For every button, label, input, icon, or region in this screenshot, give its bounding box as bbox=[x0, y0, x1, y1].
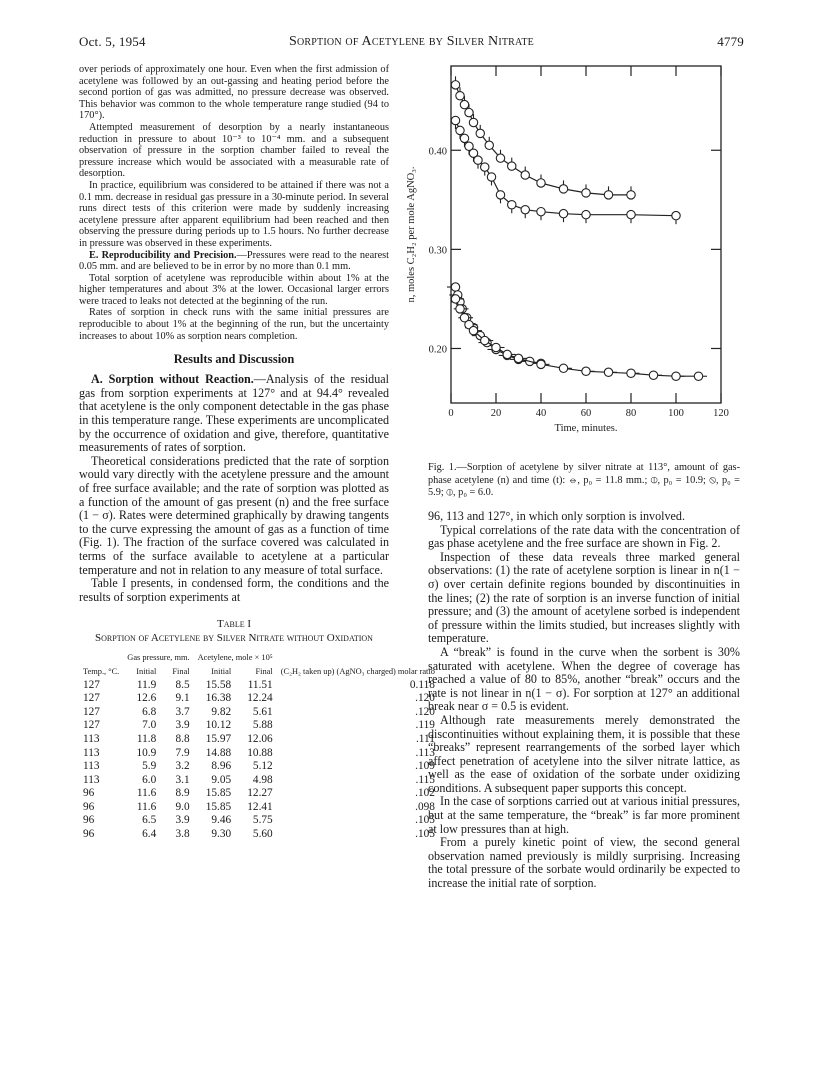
table-header-acetylene: Acetylene, mole × 10⁵ bbox=[197, 653, 273, 663]
table-cell: 10.12 bbox=[205, 719, 232, 732]
table-cell: 3.2 bbox=[175, 760, 190, 773]
table-cell: 5.12 bbox=[252, 760, 273, 773]
running-title: Sorption of Acetylene by Silver Nitrate bbox=[289, 34, 534, 49]
series-line bbox=[456, 299, 699, 376]
table-cell: 12.06 bbox=[247, 732, 273, 745]
table-cell: 3.9 bbox=[175, 719, 190, 732]
data-point bbox=[496, 191, 504, 199]
table-cell: 96 bbox=[83, 787, 95, 800]
data-point bbox=[469, 118, 477, 126]
table-cell: .105 bbox=[415, 828, 435, 841]
data-point bbox=[649, 371, 657, 379]
table-header-temp: Temp., °C. bbox=[83, 666, 120, 676]
table-row bbox=[79, 814, 439, 828]
running-date: Oct. 5, 1954 bbox=[79, 34, 146, 49]
table-cell: .105 bbox=[415, 814, 435, 827]
table-cell: 8.9 bbox=[175, 787, 190, 800]
y-axis-label: n, moles C₂H₂ per mole AgNO₃. bbox=[406, 166, 417, 303]
table-cell: 3.1 bbox=[175, 773, 190, 786]
table-header-final: Final bbox=[255, 666, 273, 676]
table-cell: 10.9 bbox=[136, 746, 157, 759]
table-row bbox=[79, 787, 439, 801]
table-row bbox=[79, 760, 439, 774]
table-cell: 7.9 bbox=[175, 746, 190, 759]
data-point bbox=[627, 369, 635, 377]
table-cell: 127 bbox=[83, 705, 100, 718]
figure-caption: Fig. 1.—Sorption of acetylene by silver nitrate at 113°, amount of gas-phase acetylene (n) and time (t): ⦵, p₀ = 11.8 mm.; ⦶, p₀ = 10.9; ⦸, p₀ = 5.9; ⦷, p₀ = 6.0. bbox=[428, 462, 740, 499]
data-point bbox=[672, 211, 680, 219]
table-cell: .098 bbox=[415, 800, 435, 813]
paragraph: 96, 113 and 127°, in which only sorption is involved. bbox=[428, 509, 685, 523]
table-cell: 8.5 bbox=[175, 678, 190, 691]
data-point bbox=[537, 360, 545, 368]
data-point bbox=[481, 163, 489, 171]
table-cell: 127 bbox=[83, 719, 100, 732]
x-tick-label: 60 bbox=[580, 408, 592, 419]
data-point bbox=[451, 295, 459, 303]
table-cell: 12.24 bbox=[247, 692, 273, 705]
x-tick-label: 0 bbox=[448, 408, 454, 419]
paragraph: In the case of sorptions carried out at various initial pressures, but at the same temperature, the “break” is far more prominent at low pressures than at high. bbox=[428, 794, 740, 836]
data-point bbox=[465, 108, 473, 116]
paragraph: Attempted measurement of desorption by a nearly instantaneous reduction in pressure to about 10⁻³ to 10⁻⁴ mm. and a subsequent observation of pressure in the sorption chamber failed to reveal the pressure increase which would be associated with a measurable rate of desorption. bbox=[79, 121, 389, 180]
table-cell: 11.9 bbox=[136, 678, 157, 691]
y-tick-label: 0.40 bbox=[428, 146, 447, 158]
table-row bbox=[79, 828, 439, 842]
table-row bbox=[79, 692, 439, 706]
table-cell: 96 bbox=[83, 828, 95, 841]
table-cell: .111 bbox=[415, 732, 435, 745]
x-tick-label: 80 bbox=[625, 408, 637, 419]
x-tick-label: 100 bbox=[668, 408, 684, 419]
table-cell: 6.0 bbox=[142, 773, 157, 786]
table-cell: 7.0 bbox=[142, 719, 157, 732]
plot-frame bbox=[451, 66, 721, 403]
table-cell: 15.58 bbox=[205, 678, 232, 691]
table-cell: 0.118 bbox=[409, 678, 435, 691]
table-cell: 11.6 bbox=[136, 787, 157, 800]
table-cell: 6.8 bbox=[142, 705, 157, 718]
data-point bbox=[474, 156, 482, 164]
data-point bbox=[521, 206, 529, 214]
table-cell: 3.7 bbox=[175, 705, 190, 718]
data-point bbox=[460, 100, 468, 108]
table-cell: 10.88 bbox=[247, 746, 273, 759]
data-point bbox=[476, 129, 484, 137]
data-point bbox=[451, 283, 459, 291]
paragraph: Although rate measurements merely demonstrated the discontinuities without explaining them, it is possible that these “breaks” represent rearrangements of the sorbed layer which affect penetration of acetylene into the silver nitrate lattice, as well as the ease of oxidation of the sorbate under oxidizing conditions. A subsequent paper supports this concept. bbox=[428, 712, 740, 795]
x-tick-label: 120 bbox=[713, 408, 729, 419]
table-cell: 6.5 bbox=[142, 814, 157, 827]
right-column bbox=[428, 510, 740, 891]
data-table bbox=[79, 651, 439, 841]
x-tick-label: 40 bbox=[535, 408, 547, 419]
data-point bbox=[508, 201, 516, 209]
table-row bbox=[79, 679, 439, 693]
table-label: Table I bbox=[216, 618, 252, 631]
paragraph: In practice, equilibrium was considered to be attained if there was not a 0.1 mm. decrease in residual gas pressure in a 30-minute period. In several runs direct tests of this criterion were made by suddenly increasing acetylene pressure after apparent equilibrium had been reached and then observing the pressure during periods up to 1.5 hours. No further decrease in pressure was observed in these experiments. bbox=[79, 179, 389, 249]
paragraph: over periods of approximately one hour. Even when the first admission of acetylene was followed by an out-gassing and heating period before the second portion of gas was admitted, no pressure decrease was observed. This behavior was common to the whole temperature range studied (94 to 170°). bbox=[79, 64, 389, 122]
paragraph: Table I presents, in condensed form, the conditions and the results of sorption experiments at bbox=[79, 576, 389, 604]
data-point bbox=[582, 210, 590, 218]
paragraph: Rates of sorption in check runs with the same initial pressures are reproducible to about 1% at the beginning of the run, but the uncertainty increases to about 10% as sorption nears completion. bbox=[79, 307, 389, 342]
data-point bbox=[537, 179, 545, 187]
data-point bbox=[456, 92, 464, 100]
table-cell: .120 bbox=[415, 705, 435, 718]
table-cell: .119 bbox=[415, 719, 435, 732]
paragraph: Theoretical considerations predicted that the rate of sorption would vary directly with the acetylene pressure and the amount of free surface available; and the rate of sorption was plotted as a function of the amount of gas present (n) and the free surface (1 − σ). Rates were determined graphically by drawing tangents to the curve expressing the amount of gas as a function of time (Fig. 1). The fraction of the surface covered was calculated in terms of the surface available to acetylene at a particular temperature and not in relation to any measure of total surface. bbox=[79, 453, 389, 577]
table-cell: 96 bbox=[83, 814, 95, 827]
section-a-paragraph bbox=[79, 373, 389, 455]
table-cell: 11.8 bbox=[136, 732, 157, 745]
data-point bbox=[694, 372, 702, 380]
table-cell: 9.0 bbox=[175, 800, 190, 813]
paragraph: Total sorption of acetylene was reproducible within about 1% at the higher temperatures and about 3% at the lower. Occasional larger errors were traced to leaks not detected at the beginning of the run. bbox=[79, 272, 389, 307]
table-cell: 6.4 bbox=[142, 828, 157, 841]
data-point bbox=[456, 126, 464, 134]
table-cell: 9.46 bbox=[211, 814, 232, 827]
data-point bbox=[456, 305, 464, 313]
data-point bbox=[559, 185, 567, 193]
table-cell: 113 bbox=[83, 773, 100, 786]
section-a-label: A. Sorption without Reaction. bbox=[91, 372, 254, 387]
table-header-gas: Gas pressure, mm. bbox=[127, 653, 190, 663]
section-a-text: —Analysis of the residual gas from sorption experiments at 127° and at 94.4° revealed that acetylene is the only component detectable in the gas phase in this temperature range. These experiments are uncomplicated by the occurrence of oxidation and give, therefore, quantitative measurements of rates of sorption. bbox=[79, 372, 390, 455]
table-cell: 5.88 bbox=[252, 719, 273, 732]
table-cell: 5.60 bbox=[252, 828, 273, 841]
table-row bbox=[79, 706, 439, 720]
data-point bbox=[492, 343, 500, 351]
data-point bbox=[460, 134, 468, 142]
paragraph: A “break” is found in the curve when the sorbent is 30% saturated with acetylene. When the degree of coverage has reached a value of 80 to 85%, another “break” occurs and the rate is not linear in n(1 − σ). For sorption at 127° an additional break near σ = 0.5 is evident. bbox=[428, 644, 740, 714]
table-cell: 12.41 bbox=[247, 800, 273, 813]
table-cell: 15.97 bbox=[205, 732, 232, 745]
data-point bbox=[514, 354, 522, 362]
table-cell: 3.8 bbox=[175, 828, 190, 841]
table-cell: .113 bbox=[415, 746, 435, 759]
page-number: 4779 bbox=[717, 34, 744, 49]
table-header-ratio: (C₂H₂ taken up) (AgNO₃ charged) molar ratio bbox=[280, 666, 435, 676]
table-cell: .120 bbox=[415, 692, 435, 705]
data-point bbox=[582, 367, 590, 375]
paragraph: Typical correlations of the rate data with the concentration of gas phase acetylene and the free surface are shown in Fig. 2. bbox=[428, 522, 740, 551]
data-point bbox=[451, 81, 459, 89]
series-line bbox=[456, 85, 632, 195]
data-point bbox=[559, 364, 567, 372]
table-cell: .115 bbox=[415, 773, 435, 786]
table-header-initial: Initial bbox=[136, 666, 157, 676]
x-tick-label: 20 bbox=[490, 408, 502, 419]
table-cell: 113 bbox=[83, 732, 100, 745]
table-cell: 113 bbox=[83, 746, 100, 759]
data-point bbox=[451, 116, 459, 124]
table-cell: 9.05 bbox=[211, 773, 232, 786]
section-e-paragraph bbox=[79, 250, 389, 273]
table-cell: 12.27 bbox=[247, 787, 273, 800]
section-e-label: E. Reproducibility and Precision. bbox=[89, 249, 237, 261]
table-row bbox=[79, 747, 439, 761]
table-cell: 5.9 bbox=[142, 760, 157, 773]
data-point bbox=[604, 191, 612, 199]
data-point bbox=[604, 368, 612, 376]
table-cell: 113 bbox=[83, 760, 100, 773]
table-header-initial: Initial bbox=[211, 666, 232, 676]
paragraph: Inspection of these data reveals three marked general observations: (1) the rate of acetylene sorption is linear in n(1 − σ) over certain definite regions bounded by discontinuities in the lines; (2) the rate of sorption is an inverse function of initial pressure; and (3) the amount of acetylene sorbed is independent of pressure within the limits studied, but increases slightly with temperature. bbox=[428, 549, 740, 646]
table-cell: 3.9 bbox=[175, 814, 190, 827]
data-point bbox=[627, 191, 635, 199]
data-point bbox=[672, 372, 680, 380]
data-point bbox=[485, 141, 493, 149]
table-cell: .102 bbox=[415, 787, 435, 800]
table-cell: 127 bbox=[83, 692, 100, 705]
table-cell: 127 bbox=[83, 678, 100, 691]
data-point bbox=[627, 210, 635, 218]
section-e-text: —Pressures were read to the nearest 0.05 mm. and are believed to be in error by no more than 0.1 mm. bbox=[79, 249, 390, 273]
table-cell: 11.6 bbox=[136, 800, 157, 813]
data-point bbox=[469, 326, 477, 334]
table-row bbox=[79, 801, 439, 815]
table-cell: 5.75 bbox=[252, 814, 273, 827]
x-axis-label: Time, minutes. bbox=[554, 423, 618, 434]
table-row bbox=[79, 774, 439, 788]
table-row bbox=[79, 733, 439, 747]
table-cell: 8.8 bbox=[175, 732, 190, 745]
table-cell: 5.61 bbox=[252, 705, 273, 718]
table-cell: 9.30 bbox=[211, 828, 232, 841]
table-cell: 15.85 bbox=[205, 800, 232, 813]
data-point bbox=[496, 154, 504, 162]
data-point bbox=[537, 208, 545, 216]
section-heading: Results and Discussion bbox=[173, 352, 295, 367]
data-point bbox=[508, 162, 516, 170]
data-point bbox=[481, 336, 489, 344]
data-point bbox=[582, 189, 590, 197]
table-cell: 12.6 bbox=[136, 692, 157, 705]
table-cell: 14.88 bbox=[205, 746, 232, 759]
table-cell: 96 bbox=[83, 800, 95, 813]
table-cell: 8.96 bbox=[211, 760, 232, 773]
data-point bbox=[503, 350, 511, 358]
table-header-final: Final bbox=[172, 666, 190, 676]
table-row bbox=[79, 719, 439, 733]
data-point bbox=[487, 173, 495, 181]
sorption-figure bbox=[396, 58, 741, 443]
table-cell: 16.38 bbox=[205, 692, 232, 705]
table-cell: 15.85 bbox=[205, 787, 232, 800]
data-point bbox=[521, 171, 529, 179]
table-cell: 11.51 bbox=[247, 678, 273, 691]
table-cell: .109 bbox=[415, 760, 435, 773]
data-point bbox=[559, 209, 567, 217]
y-tick-label: 0.30 bbox=[428, 245, 447, 257]
table-cell: 9.82 bbox=[211, 705, 232, 718]
y-tick-label: 0.20 bbox=[428, 344, 447, 356]
paragraph: From a purely kinetic point of view, the second general observation named previously is mildly surprising. Increasing the total pressure of the sorbate would ordinarily be expected to increase the initial rate of sorption. bbox=[428, 835, 740, 891]
table-cell: 4.98 bbox=[252, 773, 273, 786]
table-title: Sorption of Acetylene by Silver Nitrate without Oxidation bbox=[95, 632, 373, 645]
table-cell: 9.1 bbox=[175, 692, 190, 705]
